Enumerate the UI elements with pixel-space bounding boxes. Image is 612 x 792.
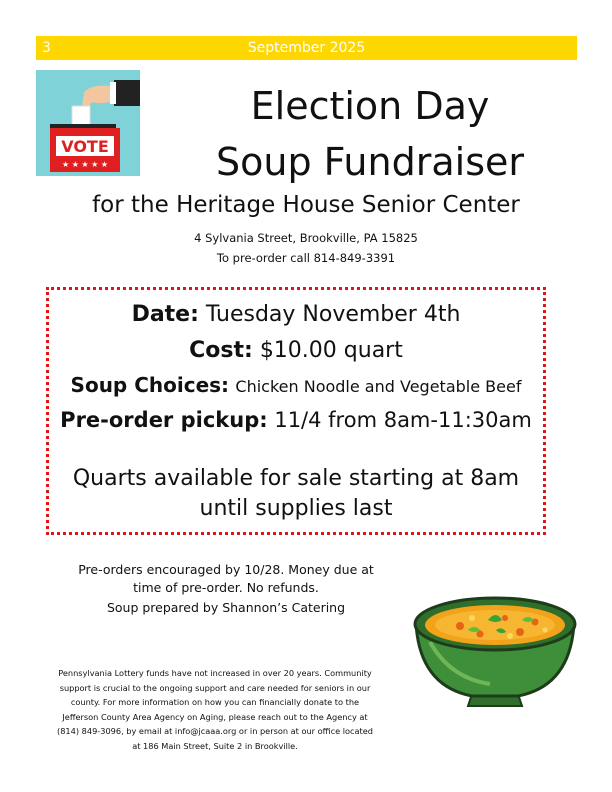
vote-label: VOTE: [61, 137, 109, 156]
title-line-1: Election Day: [250, 84, 490, 128]
lottery-line-5: (814) 849-3096, by email at info@jcaaa.org or in person at our office located: [57, 726, 373, 736]
svg-text:★ ★ ★ ★ ★: ★ ★ ★ ★ ★: [61, 160, 109, 169]
lottery-line-3: county. For more information on how you can financially donate to the: [70, 697, 360, 707]
choices-value: Chicken Noodle and Vegetable Beef: [235, 377, 522, 396]
pickup-label: Pre-order pickup:: [60, 408, 268, 432]
date-label: Date:: [131, 302, 199, 327]
lottery-line-1: Pennsylvania Lottery funds have not increased in over 20 years. Community: [58, 668, 372, 678]
availability-line-1: Quarts available for sale starting at 8am: [72, 466, 520, 491]
lottery-line-2: support is crucial to the ongoing support and care needed for seniors in our: [59, 682, 371, 693]
pickup-line: [46, 408, 546, 432]
cost-label: Cost:: [189, 338, 253, 363]
date-value: Tuesday November 4th: [205, 302, 461, 327]
cost-line: [46, 338, 546, 363]
lottery-line-6: at 186 Main Street, Suite 2 in Brookville.: [132, 740, 298, 751]
center-address: 4 Sylvania Street, Brookville, PA 15825: [194, 231, 418, 245]
availability-line-2: until supplies last: [199, 496, 393, 521]
soup-bowl-icon: [410, 590, 580, 720]
availability-text: [46, 464, 546, 524]
soup-bowl-illustration: [410, 590, 580, 720]
flyer-title: [150, 78, 590, 190]
date-line: [46, 302, 546, 327]
vote-illustration: [36, 70, 140, 176]
issue-month: September 2025: [247, 40, 366, 56]
preorder-line-2: time of pre-order. No refunds.: [133, 580, 319, 595]
choices-label: Soup Choices:: [70, 373, 230, 397]
catering-credit: Soup prepared by Shannon’s Catering: [106, 600, 346, 615]
page-number: 3: [42, 40, 51, 56]
preorder-line-1: Pre-orders encouraged by 10/28. Money due at: [78, 562, 374, 577]
lottery-note: [55, 666, 375, 753]
title-line-2: Soup Fundraiser: [216, 140, 524, 184]
ballot-box-hand-icon: [36, 70, 140, 176]
choices-line: [46, 373, 546, 397]
preorder-phone: To pre-order call 814-849-3391: [216, 251, 396, 265]
pickup-value: 11/4 from 8am-11:30am: [274, 408, 532, 432]
cost-value: $10.00 quart: [259, 338, 403, 363]
header-bar: [36, 36, 577, 60]
lottery-line-4: Jefferson County Area Agency on Aging, please reach out to the Agency at: [62, 711, 368, 722]
preorder-note: [56, 561, 396, 597]
flyer-subtitle: for the Heritage House Senior Center: [92, 192, 520, 218]
